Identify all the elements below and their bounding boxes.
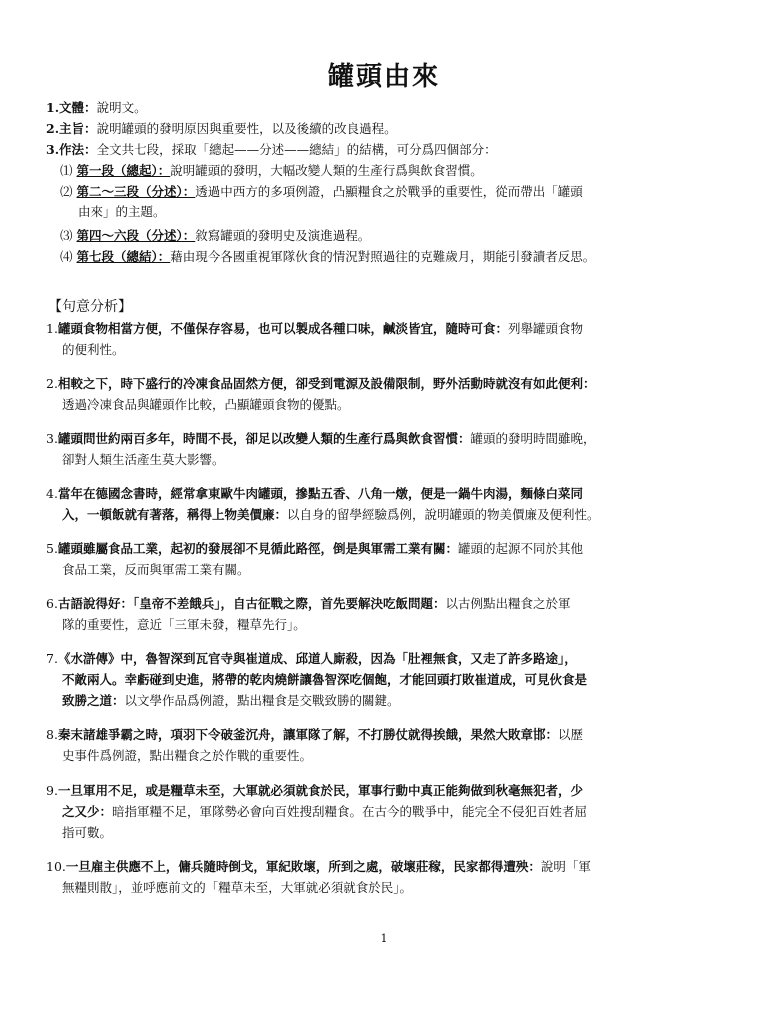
item-1-num: 1. — [46, 321, 58, 336]
item-8-cont: 史事件爲例證，點出糧食之於作戰的重要性。 — [62, 748, 313, 763]
section-heading: 【句意分析】 — [48, 299, 132, 315]
item-5-quote: 罐頭雖屬食品工業，起初的發展卻不見循此路徑，倒是與軍需工業有關： — [57, 541, 458, 556]
item-10-quote: 一旦雇主供應不上，傭兵隨時倒戈，軍紀敗壞，所到之處，破壞莊稼，民家都得遭殃： — [65, 859, 541, 874]
part-1 — [60, 161, 740, 181]
item-4-num: 4. — [46, 486, 58, 501]
item-8-quote: 秦末諸雄爭霸之時，項羽下令破釜沉舟，讓軍隊了解，不打勝仗就得挨餓，果然大敗章邯： — [57, 727, 558, 742]
part-1-text: 說明罐頭的發明，大幅改變人類的生產行爲與飲食習慣。 — [170, 163, 483, 178]
item-9 — [46, 780, 736, 843]
genre-text: 說明文。 — [96, 100, 147, 115]
item-9-quote: 一旦軍用不足，或是糧草未至，大軍就必須就食於民，軍事行動中真正能夠做到秋毫無犯者，少 — [57, 783, 583, 798]
theme-line — [46, 119, 736, 139]
page-title: 罐頭由來 — [327, 62, 440, 92]
item-4 — [46, 483, 736, 525]
item-9-cont-line — [46, 801, 736, 822]
item-6-quote: 古語說得好：「皇帝不差餓兵」，自古征戰之際，首先要解決吃飯問題： — [57, 596, 446, 611]
item-4-cont-quote: 入，一頓飯就有著落，稱得上物美價廉： — [62, 507, 288, 522]
theme-text: 說明罐頭的發明原因與重要性，以及後續的改良過程。 — [96, 121, 397, 136]
item-7 — [46, 648, 736, 711]
item-10 — [46, 856, 736, 898]
method-line — [46, 140, 736, 160]
item-5-num: 5. — [46, 541, 58, 556]
item-1 — [46, 318, 736, 360]
part-3-lead: 第四～六段（分述）： — [76, 228, 196, 243]
item-7-num: 7. — [46, 651, 58, 666]
item-4-quote: 當年在德國念書時，經常拿東歐牛肉罐頭，摻點五香、八角一燉，便是一鍋牛肉湯，麵條白菜同 — [57, 486, 583, 501]
part-3-num: ⑶ — [60, 228, 73, 243]
item-8-num: 8. — [46, 727, 58, 742]
item-3-quote: 罐頭問世約兩百多年，時間不長，卻足以改變人類的生產行爲與飲食習慣： — [57, 431, 471, 446]
item-5 — [46, 538, 736, 580]
item-6-text: 以古例點出糧食之於軍 — [445, 596, 571, 611]
item-3-num: 3. — [46, 431, 58, 446]
item-10-cont: 無糧則散」，並呼應前文的「糧草未至，大軍就必須就食於民」。 — [62, 880, 413, 895]
item-4-cont: 以自身的留學經驗爲例，說明罐頭的物美價廉及便利性。 — [287, 507, 600, 522]
item-7-cont: 以文學作品爲例證，點出糧食是交戰致勝的關鍵。 — [124, 693, 400, 708]
part-2-cont: 由來」的主題。 — [78, 204, 166, 219]
part-3 — [60, 226, 740, 246]
part-1-lead: 第一段（總起）： — [76, 163, 171, 178]
item-3 — [46, 428, 736, 470]
item-8-text: 以歷 — [557, 727, 583, 742]
part-1-num: ⑴ — [60, 163, 73, 178]
page-number: 1 — [380, 932, 388, 945]
item-10-num: 10. — [46, 859, 66, 874]
theme-label: 2.主旨： — [46, 121, 97, 136]
part-4-text: 藉由現今各國重視軍隊伙食的情況對照過往的克難歲月，期能引發讀者反思。 — [170, 249, 596, 264]
part-2-num: ⑵ — [60, 184, 73, 199]
item-6 — [46, 593, 736, 635]
genre-label: 1.文體： — [46, 100, 97, 115]
item-2-num: 2. — [46, 376, 58, 391]
part-4-lead: 第七段（總結）： — [76, 249, 171, 264]
item-2-quote: 相較之下，時下盛行的冷凍食品固然方便，卻受到電源及設備限制，野外活動時就沒有如此便利： — [57, 376, 596, 391]
part-4 — [60, 247, 740, 267]
item-3-cont: 卻對人類生活產生莫大影響。 — [62, 452, 225, 467]
item-3-text: 罐頭的發明時間雖晚， — [470, 431, 596, 446]
item-7-cont-quote: 不敵兩人。幸虧碰到史進，將帶的乾肉燒餅讓魯智深吃個飽，才能回頭打敗崔道成，可見伙食是 — [62, 672, 588, 687]
item-9-cont2: 指可數。 — [62, 825, 113, 840]
item-7-cont-line — [46, 690, 736, 711]
method-text: 全文共七段，採取「總起——分述——總結」的結構，可分爲四個部分： — [96, 142, 497, 157]
item-2-cont: 透過冷凍食品與罐頭作比較，凸顯罐頭食物的優點。 — [62, 397, 350, 412]
item-7-quote: 《水滸傳》中，魯智深到瓦官寺與崔道成、邱道人廝殺，因為「肚裡無食，又走了許多路途」， — [57, 651, 577, 666]
part-2-lead: 第二～三段（分述）： — [76, 184, 196, 199]
part-2-text: 透過中西方的多項例證，凸顯糧食之於戰爭的重要性，從而帶出「罐頭 — [195, 184, 583, 199]
part-4-num: ⑷ — [60, 249, 73, 264]
item-1-text: 列舉罐頭食物 — [507, 321, 583, 336]
part-2 — [60, 182, 740, 222]
item-5-cont: 食品工業，反而與軍需工業有關。 — [62, 562, 250, 577]
part-3-text: 敘寫罐頭的發明史及演進過程。 — [195, 228, 371, 243]
item-6-num: 6. — [46, 596, 58, 611]
item-4-cont-line — [46, 504, 736, 525]
item-8 — [46, 724, 736, 766]
method-label: 3.作法： — [46, 142, 97, 157]
item-9-num: 9. — [46, 783, 58, 798]
item-1-cont: 的便利性。 — [62, 342, 125, 357]
item-9-cont: 暗指軍糧不足，軍隊勢必會向百姓搜刮糧食。在古今的戰爭中，能完全不侵犯百姓者屈 — [112, 804, 588, 819]
item-6-cont: 隊的重要性，意近「三軍未發，糧草先行」。 — [62, 617, 306, 632]
item-1-quote: 罐頭食物相當方便，不僅保存容易，也可以製成各種口味，鹹淡皆宜，隨時可食： — [57, 321, 508, 336]
item-7-cont-quote2: 致勝之道： — [62, 693, 125, 708]
genre-line — [46, 98, 736, 118]
item-10-text: 說明「軍 — [540, 859, 591, 874]
item-2 — [46, 373, 736, 415]
item-5-text: 罐頭的起源不同於其他 — [457, 541, 583, 556]
item-9-cont-quote: 之又少： — [62, 804, 113, 819]
